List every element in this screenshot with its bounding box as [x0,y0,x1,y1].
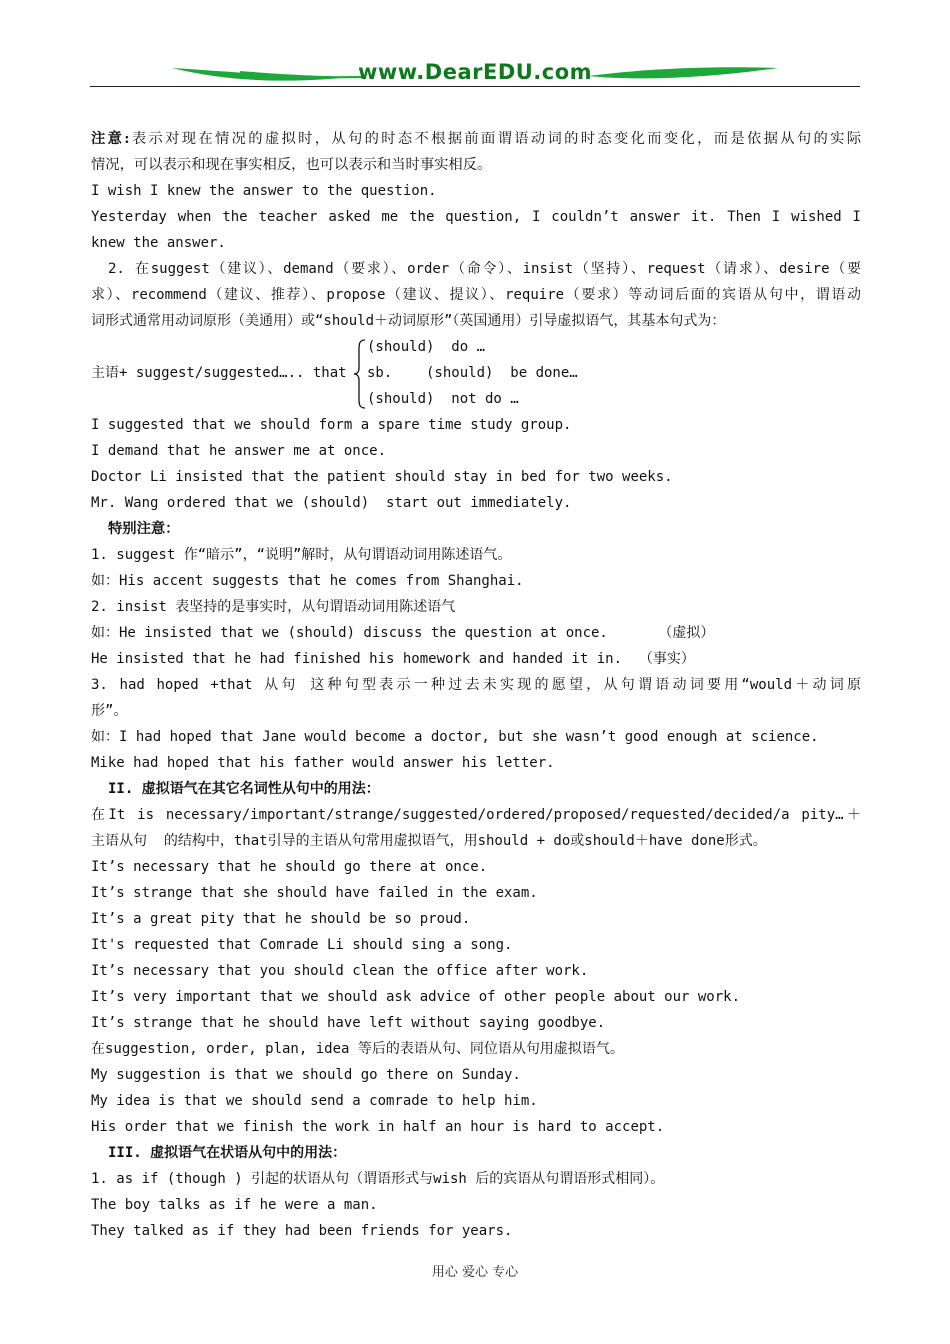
paragraph-line: 3. had hoped +that 从句 这种句型表示一种过去未实现的愿望，从句谓语动词要用“would＋动词原 [91,677,861,693]
example-sentence: He insisted that he had finished his homework and handed it in. （事实） [91,651,695,667]
header-divider [90,86,860,87]
document-body [91,126,861,1244]
paragraph-line: 1. suggest 作“暗示”，“说明”解时，从句谓语动词用陈述语气。 [91,547,512,563]
paragraph-line: 求）、recommend（建议、推荐）、propose（建议、提议）、require（要求）等动词后面的宾语从句中，谓语动 [91,287,861,303]
site-logo[interactable]: www.DearEDU.com [357,60,593,84]
formula-option: (should) do … [367,339,486,355]
paragraph-line: 情况，可以表示和现在事实相反，也可以表示和当时事实相反。 [91,157,492,173]
brace-icon [353,338,367,410]
example-sentence: I suggested that we should form a spare time study group. [91,417,572,433]
page-footer: 用心 爱心 专心 [431,1265,519,1280]
paragraph-line [91,126,861,152]
example-sentence: knew the answer. [91,235,226,251]
note-label: 注意: [91,131,130,147]
section-heading: 特别注意： [108,521,180,537]
example-sentence: Doctor Li insisted that the patient should stay in bed for two weeks. [91,469,673,485]
section-heading: II. 虚拟语气在其它名词性从句中的用法： [108,781,380,797]
section-heading: III. 虚拟语气在状语从句中的用法： [108,1145,347,1161]
example-sentence: Mr. Wang ordered that we (should) start out immediately. [91,495,572,511]
example-sentence: It’s strange that she should have failed in the exam. [91,885,538,901]
example-sentence: It’s necessary that he should go there at once. [91,859,488,875]
example-sentence: My suggestion is that we should go there on Sunday. [91,1067,521,1083]
example-sentence: Mike had hoped that his father would answer his letter. [91,755,555,771]
example-sentence: 如：I had hoped that Jane would become a doctor, but she wasn’t good enough at science. [91,729,819,745]
paragraph-line: 2. insist 表坚持的是事实时，从句谓语动词用陈述语气 [91,599,456,615]
example-sentence: His order that we finish the work in half an hour is hard to accept. [91,1119,665,1135]
example-sentence: It’s strange that he should have left without saying goodbye. [91,1015,606,1031]
formula-option: sb. (should) be done… [367,365,578,381]
example-sentence: Yesterday when the teacher asked me the question, I couldn’t answer it. Then I wished I [91,209,861,225]
paragraph-line: 主语从句 的结构中，that引导的主语从句常用虚拟语气，用should + do或should＋have done形式。 [91,833,767,849]
example-sentence: It’s a great pity that he should be so proud. [91,911,471,927]
example-sentence: My idea is that we should send a comrade to help him. [91,1093,538,1109]
example-sentence: I wish I knew the answer to the question. [91,183,437,199]
paragraph-line: 形”。 [91,703,128,719]
note-text: 表示对现在情况的虚拟时，从句的时态不根据前面谓语动词的时态变化而变化，而是依据从句的实际 [129,131,861,147]
example-sentence: The boy talks as if he were a man. [91,1197,378,1213]
paragraph-line: 在It is necessary/important/strange/suggested/ordered/proposed/requested/decided/a pity…＋ [91,807,861,823]
paragraph-line: 2. 在suggest（建议）、demand（要求）、order（命令）、insist（坚持）、request（请求）、desire（要 [108,261,861,277]
paragraph-line: 词形式通常用动词原形（美通用）或“should＋动词原形”（英国通用）引导虚拟语气，其基本句式为： [91,313,726,329]
example-sentence: It’s very important that we should ask advice of other people about our work. [91,989,741,1005]
example-sentence: I demand that he answer me at once. [91,443,387,459]
formula-lhs: 主语+ suggest/suggested….. that [91,365,347,381]
paragraph-line: 1. as if (though ) 引起的状语从句（谓语形式与wish 后的宾语从句谓语形式相同）。 [91,1171,665,1187]
example-sentence: 如：His accent suggests that he comes from Shanghai. [91,573,524,589]
paragraph-line: 在suggestion, order, plan, idea 等后的表语从句、同位语从句用虚拟语气。 [91,1041,624,1057]
sentence-pattern-formula [91,334,861,412]
example-sentence: 如：He insisted that we (should) discuss the question at once. （虚拟） [91,625,715,641]
formula-option: (should) not do … [367,391,519,407]
example-sentence: They talked as if they had been friends for years. [91,1223,513,1239]
example-sentence: It's requested that Comrade Li should sing a song. [91,937,513,953]
example-sentence: It’s necessary that you should clean the office after work. [91,963,589,979]
